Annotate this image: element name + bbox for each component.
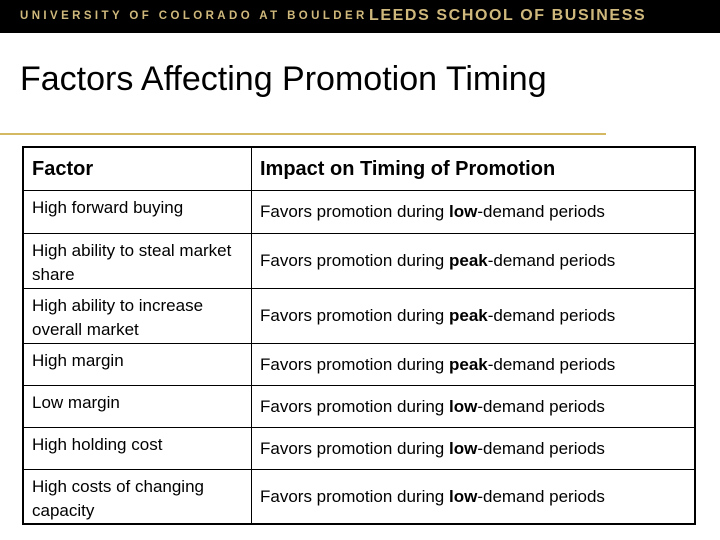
impact-cell: Favors promotion during low-demand periods	[252, 428, 696, 470]
factor-cell: High costs of changing capacity	[23, 470, 252, 525]
factor-cell: High ability to steal market share	[23, 234, 252, 289]
column-header-factor: Factor	[23, 147, 252, 191]
factors-table	[22, 146, 696, 525]
factor-cell: High ability to increase overall market	[23, 289, 252, 344]
impact-emphasis: peak	[448, 306, 488, 325]
impact-emphasis: low	[448, 202, 478, 221]
title-underline	[0, 133, 606, 135]
column-header-impact: Impact on Timing of Promotion	[252, 147, 696, 191]
table-row	[23, 344, 695, 386]
table-row	[23, 386, 695, 428]
impact-cell: Favors promotion during peak-demand periods	[252, 289, 696, 344]
impact-emphasis: peak	[448, 354, 488, 374]
table-header-row	[23, 147, 695, 191]
impact-emphasis: low	[448, 438, 478, 458]
table-row	[23, 428, 695, 470]
header-banner	[0, 0, 720, 33]
table-row	[23, 470, 695, 525]
factor-cell: Low margin	[23, 386, 252, 428]
impact-cell: Favors promotion during low-demand periods	[252, 191, 696, 234]
impact-emphasis: low	[448, 396, 478, 416]
factor-cell: High forward buying	[23, 191, 252, 234]
impact-cell: Favors promotion during peak-demand periods	[252, 344, 696, 386]
university-name: UNIVERSITY OF COLORADO AT BOULDER	[20, 10, 368, 22]
factor-cell: High holding cost	[23, 428, 252, 470]
impact-cell: Favors promotion during low-demand periods	[252, 470, 696, 525]
table-row	[23, 234, 695, 289]
impact-cell: Favors promotion during peak-demand periods	[252, 234, 696, 289]
slide-title: Factors Affecting Promotion Timing	[20, 60, 547, 98]
school-name: LEEDS SCHOOL OF BUSINESS	[369, 7, 647, 24]
table-row	[23, 289, 695, 344]
impact-emphasis: low	[448, 486, 478, 506]
table-row	[23, 191, 695, 234]
impact-cell: Favors promotion during low-demand periods	[252, 386, 696, 428]
impact-emphasis: peak	[448, 251, 488, 270]
factor-cell: High margin	[23, 344, 252, 386]
